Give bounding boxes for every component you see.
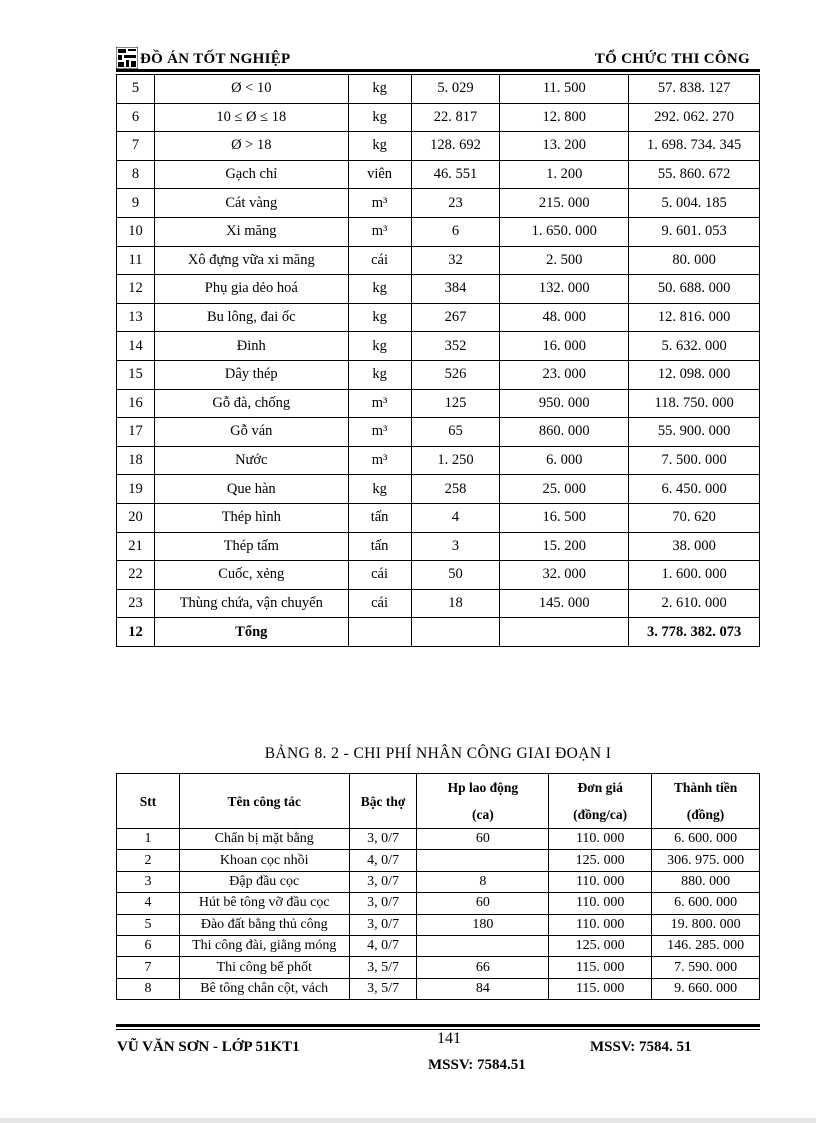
cell-price: 1. 650. 000 [500,217,629,246]
cell-stt: 19 [117,475,155,504]
cell-qty: 125 [411,389,500,418]
header-total-line2: (đồng) [686,807,725,822]
cell-name: Thép tấm [154,532,348,561]
cell-total: 118. 750. 000 [629,389,760,418]
table-row [117,914,760,935]
cell-price: 110. 000 [549,914,652,935]
cell-price: 13. 200 [500,132,629,161]
cell-grade: 3, 0/7 [349,829,417,850]
table-row [117,561,760,590]
cell-price: 110. 000 [549,871,652,892]
cell-unit: kg [348,332,411,361]
cell-name: Que hàn [154,475,348,504]
cell-stt: 11 [117,246,155,275]
cell-unit: m³ [348,217,411,246]
cell-total: 1. 600. 000 [629,561,760,590]
cell-stt: 10 [117,217,155,246]
table-row [117,893,760,914]
total-cell-total: 3. 778. 382. 073 [629,618,760,647]
student-id-repeat: MSSV: 7584.51 [428,1057,526,1073]
cell-qty: 6 [411,217,500,246]
cell-stt: 5 [117,914,180,935]
cell-name: 10 ≤ Ø ≤ 18 [154,103,348,132]
cell-stt: 5 [117,75,155,104]
cell-unit: m³ [348,418,411,447]
header-total-line1: Thành tiền [673,780,738,795]
cell-total: 19. 800. 000 [652,914,760,935]
cell-qty: 23 [411,189,500,218]
cell-total: 50. 688. 000 [629,275,760,304]
cell-task: Đào đất bằng thủ công [179,914,349,935]
cell-stt: 23 [117,589,155,618]
cell-task: Bê tông chân cột, vách [179,978,349,999]
cell-task: Thi công bể phốt [179,957,349,978]
cell-total: 146. 285. 000 [652,935,760,956]
cell-labor: 84 [417,978,549,999]
cell-unit: kg [348,475,411,504]
table-row [117,160,760,189]
cell-name: Xô đựng vữa xi măng [154,246,348,275]
header-labor-line2: (ca) [471,807,494,822]
page-number: 141 [437,1030,461,1047]
cell-price: 2. 500 [500,246,629,275]
materials-cost-table [116,74,760,647]
cell-price: 950. 000 [500,389,629,418]
cell-total: 55. 900. 000 [629,418,760,447]
cell-price: 25. 000 [500,475,629,504]
cell-qty: 50 [411,561,500,590]
cell-name: Thùng chứa, vận chuyển [154,589,348,618]
cell-stt: 3 [117,871,180,892]
cell-price: 16. 500 [500,503,629,532]
table-row [117,360,760,389]
cell-total: 12. 816. 000 [629,303,760,332]
cell-total: 57. 838. 127 [629,75,760,104]
document-title: ĐỒ ÁN TỐT NGHIỆP [140,51,291,67]
cell-name: Xi măng [154,217,348,246]
header-labor-line1: Hp lao động [447,780,519,795]
author-name: VŨ VĂN SƠN - LỚP 51KT1 [117,1039,300,1055]
cell-price: 145. 000 [500,589,629,618]
cell-unit: m³ [348,446,411,475]
cell-name: Bu lông, đai ốc [154,303,348,332]
cell-total: 55. 860. 672 [629,160,760,189]
cell-stt: 8 [117,978,180,999]
cell-total: 5. 632. 000 [629,332,760,361]
header-rule-thick [116,69,760,72]
student-id: MSSV: 7584. 51 [590,1039,692,1055]
cell-unit: kg [348,132,411,161]
cell-name: Thép hình [154,503,348,532]
header-price-line1: Đơn giá [577,780,623,795]
cell-unit: tấn [348,532,411,561]
table-row [117,475,760,504]
cell-qty: 384 [411,275,500,304]
cell-stt: 12 [117,275,155,304]
cell-unit: cái [348,561,411,590]
table-row [117,217,760,246]
cell-qty: 4 [411,503,500,532]
cell-grade: 3, 0/7 [349,914,417,935]
chapter-title: TỔ CHỨC THI CÔNG [594,51,750,67]
cell-qty: 46. 551 [411,160,500,189]
cell-task: Thi công đài, giằng móng [179,935,349,956]
cell-total: 80. 000 [629,246,760,275]
cell-labor: 180 [417,914,549,935]
page-bottom-edge [0,1118,816,1123]
header-total [652,774,760,829]
cell-unit: cái [348,246,411,275]
cell-price: 11. 500 [500,75,629,104]
table-row [117,850,760,871]
cell-name: Cát vàng [154,189,348,218]
cell-grade: 4, 0/7 [349,935,417,956]
total-cell-name: Tổng [154,618,348,647]
cell-qty: 3 [411,532,500,561]
header-price [549,774,652,829]
cell-name: Ø > 18 [154,132,348,161]
cell-price: 215. 000 [500,189,629,218]
table-row [117,132,760,161]
cell-name: Nước [154,446,348,475]
cell-stt: 7 [117,132,155,161]
table-row [117,303,760,332]
cell-total: 9. 601. 053 [629,217,760,246]
cell-qty: 258 [411,475,500,504]
table-row [117,935,760,956]
table-row [117,189,760,218]
cell-stt: 6 [117,103,155,132]
cell-price: 23. 000 [500,360,629,389]
cell-price: 860. 000 [500,418,629,447]
header-price-line2: (đồng/ca) [573,807,628,822]
cell-name: Phụ gia dẻo hoá [154,275,348,304]
cell-total: 1. 698. 734. 345 [629,132,760,161]
cell-stt: 7 [117,957,180,978]
table-row [117,246,760,275]
cell-total: 38. 000 [629,532,760,561]
cell-total: 292. 062. 270 [629,103,760,132]
cell-stt: 9 [117,189,155,218]
cell-task: Đập đầu cọc [179,871,349,892]
table-row [117,978,760,999]
cell-stt: 16 [117,389,155,418]
cell-price: 125. 000 [549,935,652,956]
total-cell-qty [411,618,500,647]
cell-total: 2. 610. 000 [629,589,760,618]
cell-task: Hút bê tông vỡ đầu cọc [179,893,349,914]
cell-total: 880. 000 [652,871,760,892]
table-row [117,871,760,892]
cell-total: 7. 500. 000 [629,446,760,475]
cell-qty: 32 [411,246,500,275]
table-row [117,103,760,132]
cell-price: 115. 000 [549,957,652,978]
cell-unit: m³ [348,389,411,418]
labor-table-header-row [117,774,760,829]
cell-qty: 1. 250 [411,446,500,475]
cell-name: Gỗ đà, chống [154,389,348,418]
labor-cost-table [116,773,760,1000]
cell-price: 32. 000 [500,561,629,590]
cell-labor: 66 [417,957,549,978]
table-row [117,418,760,447]
university-logo-icon [116,47,138,69]
cell-labor: 8 [417,871,549,892]
cell-price: 16. 000 [500,332,629,361]
cell-total: 7. 590. 000 [652,957,760,978]
header-task: Tên công tác [179,774,349,829]
cell-stt: 15 [117,360,155,389]
cell-name: Đinh [154,332,348,361]
cell-stt: 2 [117,850,180,871]
cell-total: 70. 620 [629,503,760,532]
cell-task: Chẩn bị mặt bằng [179,829,349,850]
table-row [117,589,760,618]
header-stt: Stt [117,774,180,829]
cell-labor [417,935,549,956]
cell-unit: viên [348,160,411,189]
cell-price: 110. 000 [549,829,652,850]
cell-labor: 60 [417,893,549,914]
cell-stt: 1 [117,829,180,850]
cell-labor: 60 [417,829,549,850]
cell-stt: 6 [117,935,180,956]
cell-task: Khoan cọc nhồi [179,850,349,871]
cell-price: 6. 000 [500,446,629,475]
cell-grade: 4, 0/7 [349,850,417,871]
cell-grade: 3, 0/7 [349,871,417,892]
cell-price: 110. 000 [549,893,652,914]
cell-qty: 352 [411,332,500,361]
cell-total: 12. 098. 000 [629,360,760,389]
cell-grade: 3, 0/7 [349,893,417,914]
cell-stt: 14 [117,332,155,361]
table-row [117,275,760,304]
cell-price: 48. 000 [500,303,629,332]
cell-name: Cuốc, xẻng [154,561,348,590]
footer-rule-thick [116,1024,760,1027]
cell-qty: 526 [411,360,500,389]
cell-stt: 17 [117,418,155,447]
header-grade: Bậc thợ [349,774,417,829]
total-cell-stt: 12 [117,618,155,647]
labor-table-title: BẢNG 8. 2 - CHI PHÍ NHÂN CÔNG GIAI ĐOẠN I [264,745,612,762]
cell-total: 6. 450. 000 [629,475,760,504]
table-row [117,389,760,418]
cell-unit: tấn [348,503,411,532]
cell-qty: 22. 817 [411,103,500,132]
cell-stt: 20 [117,503,155,532]
cell-stt: 18 [117,446,155,475]
cell-qty: 65 [411,418,500,447]
cell-stt: 22 [117,561,155,590]
cell-name: Gạch chỉ [154,160,348,189]
table-row [117,332,760,361]
table-row [117,532,760,561]
cell-stt: 8 [117,160,155,189]
total-cell-unit [348,618,411,647]
cell-grade: 3, 5/7 [349,978,417,999]
cell-unit: cái [348,589,411,618]
cell-unit: kg [348,303,411,332]
cell-labor [417,850,549,871]
cell-total: 6. 600. 000 [652,893,760,914]
table-row [117,957,760,978]
cell-price: 125. 000 [549,850,652,871]
table-row [117,503,760,532]
cell-total: 5. 004. 185 [629,189,760,218]
cell-name: Ø < 10 [154,75,348,104]
cell-price: 12. 800 [500,103,629,132]
cell-price: 1. 200 [500,160,629,189]
cell-total: 9. 660. 000 [652,978,760,999]
cell-stt: 4 [117,893,180,914]
cell-qty: 5. 029 [411,75,500,104]
cell-total: 306. 975. 000 [652,850,760,871]
cell-price: 15. 200 [500,532,629,561]
cell-unit: kg [348,103,411,132]
header-labor [417,774,549,829]
cell-total: 6. 600. 000 [652,829,760,850]
cell-grade: 3, 5/7 [349,957,417,978]
total-cell-price [500,618,629,647]
cell-stt: 13 [117,303,155,332]
cell-unit: kg [348,75,411,104]
cell-unit: m³ [348,189,411,218]
table-row [117,446,760,475]
cell-unit: kg [348,360,411,389]
cell-price: 132. 000 [500,275,629,304]
cell-name: Dây thép [154,360,348,389]
table-row [117,829,760,850]
total-row [117,618,760,647]
cell-qty: 267 [411,303,500,332]
cell-unit: kg [348,275,411,304]
table-row [117,75,760,104]
cell-stt: 21 [117,532,155,561]
cell-qty: 18 [411,589,500,618]
cell-qty: 128. 692 [411,132,500,161]
cell-name: Gỗ ván [154,418,348,447]
cell-price: 115. 000 [549,978,652,999]
